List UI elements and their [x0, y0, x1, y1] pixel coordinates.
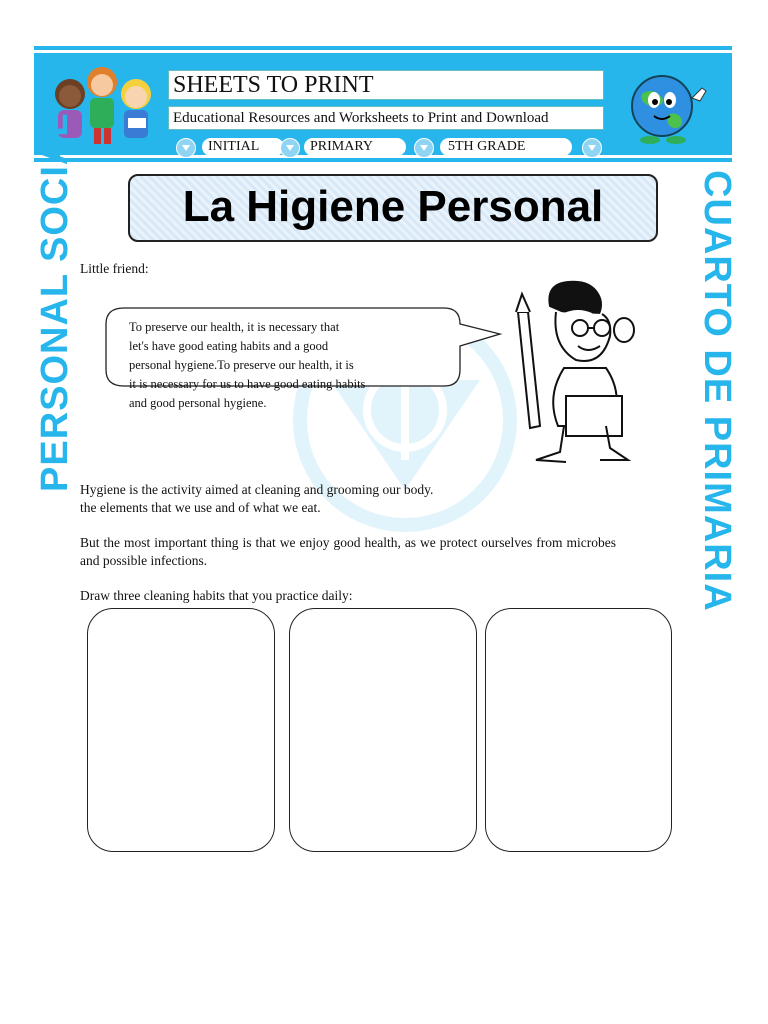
- boy-with-pencil-illustration: [506, 276, 636, 472]
- down-arrow-icon: [582, 138, 602, 158]
- globe-mascot-icon: [620, 68, 720, 148]
- drawing-box-1[interactable]: [87, 608, 275, 852]
- nav-primary[interactable]: PRIMARY: [304, 138, 406, 156]
- bubble-line: personal hygiene.To preserve our health, it is: [129, 358, 354, 372]
- side-label-left: PERSONAL SOCIAL: [34, 112, 76, 492]
- down-arrow-icon: [176, 138, 196, 158]
- side-label-right: CUARTO DE PRIMARIA: [696, 170, 738, 612]
- site-title[interactable]: SHEETS TO PRINT: [168, 70, 604, 100]
- page-title: La Higiene Personal: [182, 182, 604, 231]
- nav-initial[interactable]: INITIAL: [202, 138, 284, 156]
- down-arrow-icon: [280, 138, 300, 158]
- nav-5th-grade[interactable]: 5TH GRADE: [440, 138, 572, 156]
- paragraph-line: Hygiene is the activity aimed at cleaning and grooming our body.: [80, 482, 434, 497]
- down-arrow-icon: [414, 138, 434, 158]
- site-subtitle: Educational Resources and Worksheets to Print and Download: [168, 106, 604, 130]
- paragraph-health: But the most important thing is that we enjoy good health, as we protect ourselves from microbes and possible infections.: [80, 535, 616, 568]
- paragraph-line: the elements that we use and of what we eat.: [80, 500, 321, 515]
- header-stripe: [34, 50, 732, 53]
- bubble-line: and good personal hygiene.: [129, 396, 267, 410]
- bubble-line: it is necessary for us to have good eating habits: [129, 377, 366, 391]
- bubble-line: let's have good eating habits and a good: [129, 339, 329, 353]
- header-banner: [34, 46, 732, 162]
- bubble-line: To preserve our health, it is necessary that: [129, 320, 340, 334]
- bubble-text: [129, 318, 399, 413]
- greeting-text: Little friend:: [80, 261, 149, 276]
- instruction-text: Draw three cleaning habits that you practice daily:: [80, 588, 353, 603]
- drawing-box-2[interactable]: [289, 608, 477, 852]
- drawing-box-3[interactable]: [485, 608, 672, 852]
